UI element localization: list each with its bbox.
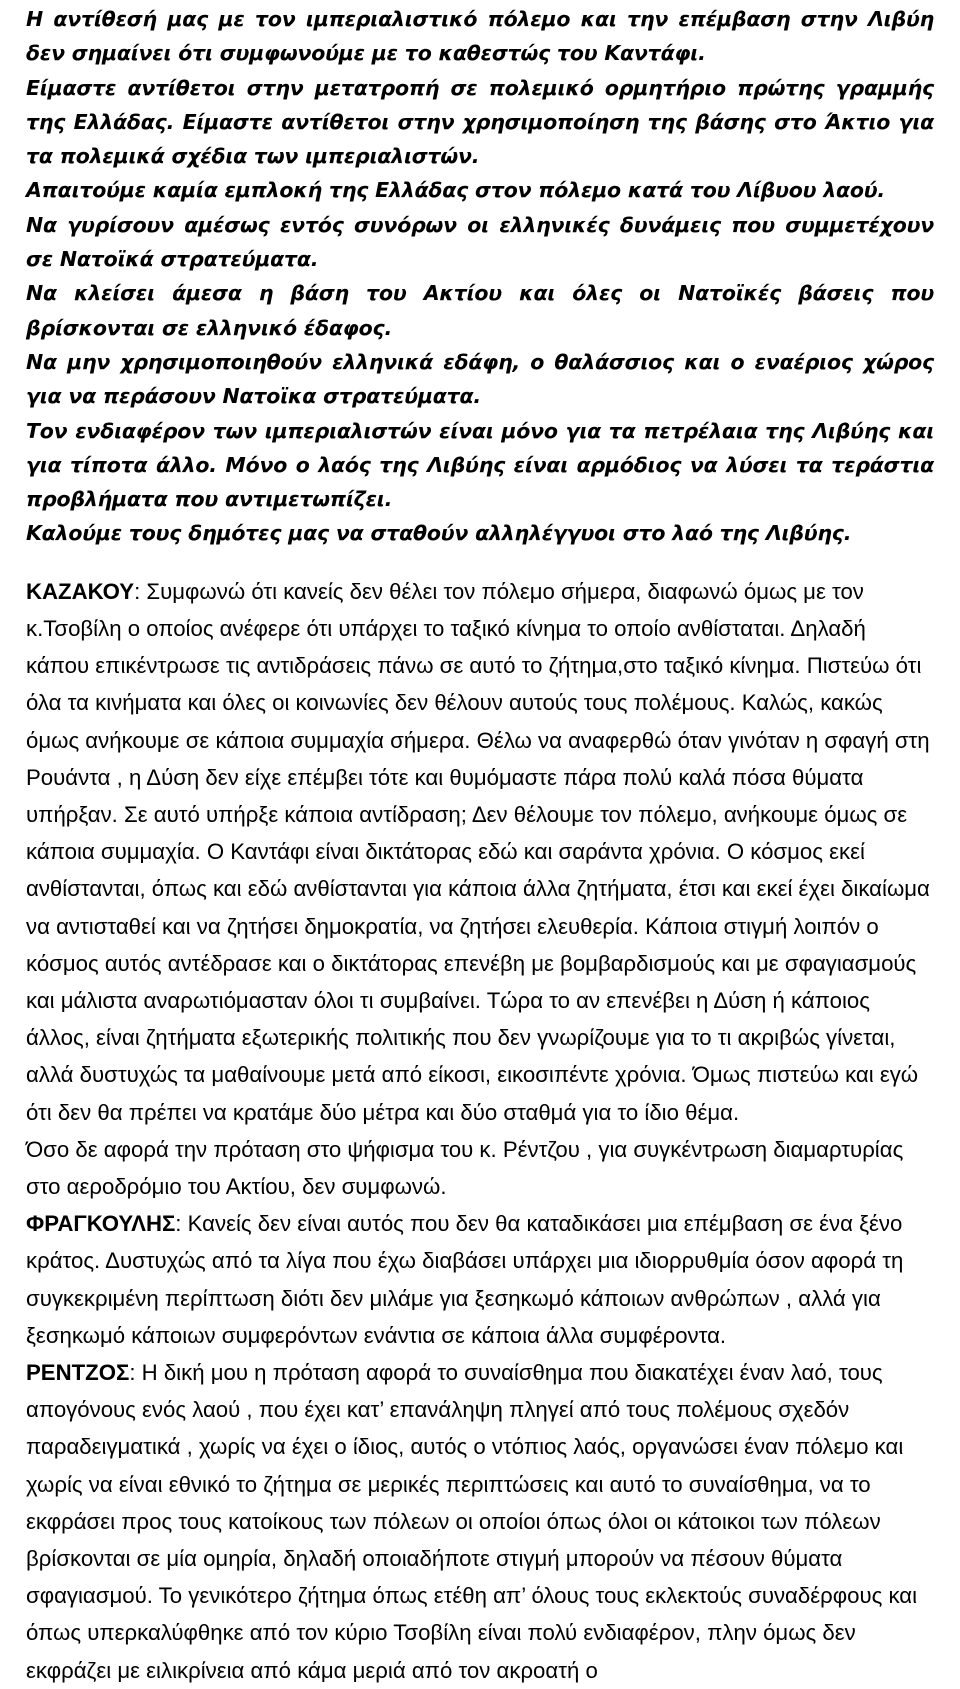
- speech-kazakou: [26, 573, 934, 1131]
- resolution-paragraph: Να γυρίσουν αμέσως εντός συνόρων οι ελληνικές δυνάμεις που συμμετέχουν σε Νατοϊκά στρατεύματα.: [26, 212, 934, 272]
- resolution-block: [26, 2, 934, 551]
- speech-fragkoulis: [26, 1205, 934, 1354]
- speech-text: : Η δική μου η πρόταση αφορά το συναίσθημα που διακατέχει έναν λαό, τους απογόνους ενός λαού , που έχει κατ’ επανάληψη πληγεί από τους πολέμους σχεδόν παραδειγματικά , χωρίς να έχει ο ίδιος, αυτός ο ντόπιος λαός, οργανώσει έναν πόλεμο και χωρίς να είναι εθνικό το ζήτημα σε μερικές περιπτώσεις και αυτό το συναίσθημα, να το εκφράσει προς τους κατοίκους των πόλεων οι οποίοι όπως όλοι οι κάτοικοι των πόλεων βρίσκονται σε μία ομηρία, δηλαδή οποιαδήποτε στιγμή μπορούν να πέσουν θύματα σφαγιασμού. Το γενικότερο ζήτημα όπως ετέθη απ’ όλους τους εκλεκτούς συναδέρφους και όπως υπερκαλύφθηκε από τον κύριο Τσοβίλη είναι πολύ ενδιαφέρον, πλην όμως δεν εκφράζει με ειλικρίνεια από κάμα μεριά από τον ακροατή ο: [26, 1360, 918, 1683]
- speaker-name: ΡΕΝΤΖΟΣ: [26, 1360, 130, 1386]
- resolution-paragraph: Να κλείσει άμεσα η βάση του Ακτίου και όλες οι Νατοϊκές βάσεις που βρίσκονται σε ελληνικό έδαφος.: [26, 281, 934, 340]
- resolution-paragraph: Τον ενδιαφέρον των ιμπεριαλιστών είναι μόνο για τα πετρέλαια της Λιβύης και για τίποτα άλλο. Μόνο ο λαός της Λιβύης είναι αρμόδιος να λύσει τα τεράστια προβλήματα που αντιμετωπίζει.: [26, 418, 934, 512]
- resolution-paragraph: Η αντίθεσή μας με τον ιμπεριαλιστικό πόλεμο και την επέμβαση στην Λιβύη δεν σημαίνει ότι συμφωνούμε με το καθεστώς του Καντάφι.: [26, 7, 934, 66]
- speech-text: : Κανείς δεν είναι αυτός που δεν θα καταδικάσει μια επέμβαση σε ένα ξένο κράτος. Δυστυχώς από τα λίγα που έχω διαβάσει υπάρχει μια ιδιορρυθμία όσον αφορά τη συγκεκριμένη περίπτωση διότι δεν μιλάμε για ξεσηκωμό κάποιων ανθρώπων , αλλά για ξεσηκωμό κάποιων συμφερόντων ενάντια σε κάποια άλλα συμφέροντα.: [26, 1211, 904, 1348]
- speech-text: : Συμφωνώ ότι κανείς δεν θέλει τον πόλεμο σήμερα, διαφωνώ όμως με τον κ.Τσοβίλη ο οποίος ανέφερε ότι υπάρχει το ταξικό κίνημα το οποίο ανθίσταται. Δηλαδή κάπου επικέντρωσε τις αντιδράσεις πάνω σε αυτό το ζήτημα,στο ταξικό κίνημα. Πιστεύω ότι όλα τα κινήματα και όλες οι κοινωνίες δεν θέλουν αυτούς τους πολέμους. Καλώς, κακώς όμως ανήκουμε σε κάποια συμμαχία σήμερα. Θέλω να αναφερθώ όταν γινόταν η σφαγή στη Ρουάντα , η Δύση δεν είχε επέμβει τότε και θυμόμαστε πάρα πολύ καλά πόσα θύματα υπήρξαν. Σε αυτό υπήρξε κάποια αντίδραση; Δεν θέλουμε τον πόλεμο, ανήκουμε όμως σε κάποια συμμαχία. Ο Καντάφι είναι δικτάτορας εδώ και σαράντα χρόνια. Ο κόσμος εκεί ανθίστανται, όπως και εδώ ανθίστανται για κάποια άλλα ζητήματα, έτσι και εκεί έχει δικαίωμα να αντισταθεί και να ζητήσει δημοκρατία, να ζητήσει ελευθερία. Κάποια στιγμή λοιπόν ο κόσμος αυτός αντέδρασε και ο δικτάτορας επενέβη με βομβαρδισμούς και με σφαγιασμούς και μάλιστα αναρωτιόμασταν όλοι τι συμβαίνει. Τώρα το αν επενέβει η Δύση ή κάποιος άλλος, είναι ζητήματα εξωτερικής πολιτικής που δεν γνωρίζουμε για το τι ακριβώς γίνεται, αλλά δυστυχώς τα μαθαίνουμε μετά από είκοσι, εικοσιπέντε χρόνια. Όμως πιστεύω και εγώ ότι δεν θα πρέπει να κρατάμε δύο μέτρα και δύο σταθμά για το ίδιο θέμα.: [26, 578, 930, 1125]
- speech-kazakou-continued: Όσο δε αφορά την πρόταση στο ψήφισμα του κ. Ρέντζου , για συγκέντρωση διαμαρτυρίας στο αεροδρόμιο του Ακτίου, δεν συμφωνώ.: [26, 1136, 904, 1199]
- speaker-name: ΦΡΑΓΚΟΥΛΗΣ: [26, 1211, 176, 1237]
- resolution-paragraph: Απαιτούμε καμία εμπλοκή της Ελλάδας στον πόλεμο κατά του Λίβυου λαού.: [26, 178, 885, 203]
- resolution-paragraph: Να μην χρησιμοποιηθούν ελληνικά εδάφη, ο θαλάσσιος και ο εναέριος χώρος για να περάσουν Νατοϊκα στρατεύματα.: [26, 349, 934, 409]
- resolution-paragraph: Είμαστε αντίθετοι στην μετατροπή σε πολεμικό ορμητήριο πρώτης γραμμής της Ελλάδας. Είμαστε αντίθετοι στην χρησιμοποίηση της βάσης στο Άκτιο για τα πολεμικά σχέδια των ιμπεριαλιστών.: [26, 75, 934, 169]
- speech-rentzos: [26, 1354, 934, 1689]
- speaker-name: ΚΑΖΑΚΟΥ: [26, 578, 135, 604]
- resolution-paragraph: Καλούμε τους δημότες μας να σταθούν αλληλέγγυοι στο λαό της Λιβύης.: [26, 521, 852, 546]
- minutes-block: [26, 573, 934, 1689]
